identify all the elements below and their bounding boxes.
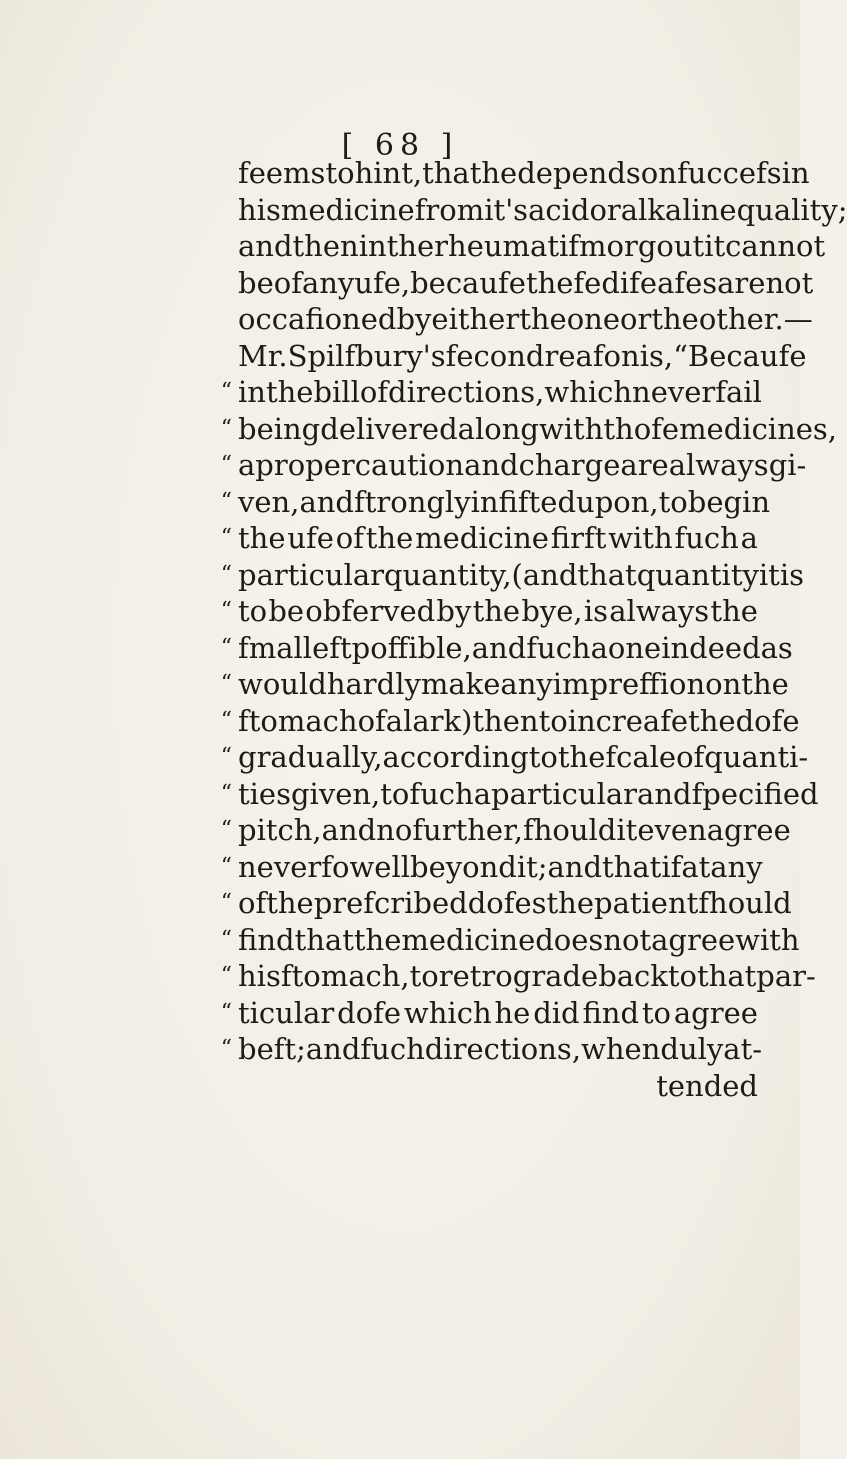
quote-mark: “ bbox=[220, 926, 232, 952]
word: of bbox=[359, 375, 389, 409]
text-line bbox=[220, 557, 804, 594]
word: the bbox=[546, 886, 595, 920]
text-line bbox=[220, 703, 800, 740]
word: it bbox=[616, 813, 638, 847]
word: does bbox=[535, 922, 604, 957]
text-line bbox=[238, 155, 810, 192]
word: with bbox=[538, 411, 604, 446]
text-line bbox=[238, 192, 847, 229]
word: at bbox=[681, 849, 711, 884]
text-line bbox=[220, 812, 791, 849]
word: fo bbox=[321, 849, 350, 884]
word: of bbox=[238, 886, 267, 920]
word: a bbox=[590, 630, 608, 665]
word: Becaufe bbox=[687, 338, 807, 373]
word: fail bbox=[715, 375, 762, 409]
word: patient bbox=[594, 886, 699, 920]
word: to bbox=[409, 959, 439, 993]
quote-mark: “ bbox=[220, 999, 232, 1025]
quote-mark: “ bbox=[220, 707, 232, 733]
word: begin bbox=[687, 484, 770, 519]
word: fuch bbox=[409, 776, 474, 811]
word: becaufe bbox=[410, 265, 526, 300]
word: further, bbox=[412, 813, 523, 847]
word: reafon bbox=[544, 338, 640, 373]
word: is bbox=[583, 594, 609, 628]
word: it bbox=[704, 229, 726, 263]
word: by bbox=[396, 302, 432, 336]
text-line bbox=[220, 958, 816, 995]
text-line bbox=[238, 228, 826, 265]
word: firft bbox=[550, 521, 607, 555]
word: his bbox=[238, 959, 281, 993]
word: ftomach bbox=[238, 703, 358, 738]
word: tended bbox=[656, 1068, 758, 1103]
quote-mark: “ bbox=[220, 890, 232, 915]
word: fhould bbox=[698, 886, 792, 920]
word: any bbox=[301, 265, 355, 300]
quote-mark: “ bbox=[220, 415, 232, 441]
word: any bbox=[710, 849, 763, 884]
word: a bbox=[238, 448, 256, 482]
word: the bbox=[688, 703, 736, 738]
word: the bbox=[386, 229, 435, 263]
quote-mark: “ bbox=[220, 561, 232, 587]
word: the bbox=[472, 594, 521, 628]
word: of bbox=[273, 265, 302, 300]
word: and bbox=[321, 813, 377, 847]
word: beyond bbox=[410, 849, 517, 884]
word: not bbox=[603, 922, 652, 957]
word: indeed bbox=[661, 630, 761, 665]
word: hint, bbox=[354, 156, 423, 190]
word: (and bbox=[511, 557, 578, 592]
word: dofe bbox=[735, 703, 800, 738]
word: the bbox=[741, 667, 789, 701]
word: his bbox=[238, 192, 281, 227]
word: ven, bbox=[238, 484, 300, 519]
word: find bbox=[238, 922, 295, 957]
word: hardly bbox=[326, 667, 421, 701]
word: a bbox=[473, 776, 492, 811]
word: impreffion bbox=[552, 667, 706, 701]
text-line bbox=[220, 484, 770, 521]
word: particular bbox=[491, 776, 638, 811]
word: to bbox=[538, 703, 568, 738]
word: difeafes bbox=[601, 265, 718, 300]
word: depends bbox=[517, 156, 641, 190]
text-line bbox=[220, 922, 800, 959]
quote-mark: “ bbox=[220, 744, 232, 769]
word: to bbox=[641, 995, 672, 1030]
word: thefe bbox=[525, 265, 602, 300]
word: fuccefs bbox=[676, 156, 782, 190]
word: ftomach, bbox=[280, 959, 410, 993]
word: increafe bbox=[567, 703, 689, 738]
word: with bbox=[608, 521, 673, 555]
word: pitch, bbox=[238, 813, 322, 847]
word: and bbox=[238, 229, 293, 263]
word: lark) bbox=[403, 703, 473, 738]
body-text bbox=[220, 155, 847, 1104]
word: or bbox=[606, 229, 638, 263]
quote-mark: “ bbox=[220, 379, 232, 404]
word: the bbox=[266, 886, 314, 920]
word: to bbox=[667, 959, 697, 993]
word: then bbox=[292, 229, 359, 263]
word: alkaline bbox=[620, 192, 737, 227]
word: always bbox=[609, 594, 710, 628]
word: and bbox=[637, 776, 692, 811]
word: the bbox=[265, 375, 314, 409]
word: feems bbox=[238, 156, 326, 190]
text-line bbox=[238, 301, 813, 338]
quote-mark: “ bbox=[220, 963, 232, 988]
word: and bbox=[299, 484, 354, 519]
word: charge bbox=[518, 448, 621, 482]
quote-mark: “ bbox=[220, 853, 232, 879]
text-line bbox=[220, 593, 758, 630]
word: caution bbox=[354, 448, 465, 482]
word: quality; bbox=[736, 192, 847, 227]
word: which bbox=[544, 375, 633, 409]
word: ftrongly bbox=[353, 484, 471, 519]
word: medicine bbox=[280, 192, 415, 227]
word: agree bbox=[651, 922, 736, 957]
word: from bbox=[414, 192, 485, 227]
word: it bbox=[758, 557, 780, 592]
text-line bbox=[220, 411, 838, 448]
word: are bbox=[620, 448, 669, 482]
word: fuch bbox=[526, 630, 591, 665]
word: on bbox=[705, 667, 742, 701]
word: ticular bbox=[238, 995, 335, 1030]
text-line bbox=[220, 1031, 763, 1068]
word: any bbox=[500, 667, 553, 701]
word: fuch bbox=[360, 1032, 425, 1066]
word: to bbox=[658, 484, 688, 519]
word: gout bbox=[637, 229, 705, 263]
text-line bbox=[238, 265, 814, 302]
word: never bbox=[238, 849, 322, 884]
text-line bbox=[220, 739, 809, 776]
word: delivered bbox=[320, 411, 458, 446]
word: or bbox=[589, 192, 621, 227]
word: medicine bbox=[401, 922, 536, 957]
word: the bbox=[710, 594, 758, 628]
word: not bbox=[765, 265, 814, 300]
word: ufe bbox=[287, 521, 334, 555]
word: the bbox=[557, 740, 606, 774]
word: particular bbox=[238, 557, 384, 592]
word: that bbox=[697, 959, 757, 993]
word: when bbox=[581, 1032, 661, 1066]
word: fcale bbox=[605, 740, 677, 774]
word: bye, bbox=[521, 594, 583, 628]
word: as bbox=[760, 630, 793, 665]
word: of bbox=[676, 740, 705, 774]
word: agree bbox=[706, 813, 791, 847]
word: he bbox=[481, 156, 518, 190]
word: directions, bbox=[424, 1032, 582, 1066]
word: infifted bbox=[470, 484, 577, 519]
word: medicines, bbox=[679, 411, 838, 446]
word: did bbox=[533, 995, 580, 1030]
word: is bbox=[779, 557, 804, 592]
word: prefcribed bbox=[313, 886, 468, 920]
quote-mark: “ bbox=[220, 634, 232, 660]
word: par- bbox=[756, 959, 816, 993]
word: duly bbox=[660, 1032, 724, 1066]
word: always bbox=[668, 448, 769, 482]
word: gradually, bbox=[238, 740, 383, 774]
word: bill bbox=[313, 375, 360, 409]
word: proper bbox=[255, 448, 355, 482]
word: retrograde bbox=[438, 959, 599, 993]
word: to bbox=[238, 594, 268, 628]
word: to bbox=[325, 156, 355, 190]
word: be bbox=[268, 594, 305, 628]
word: medicine bbox=[415, 521, 549, 555]
word: the bbox=[651, 302, 699, 336]
word: that bbox=[294, 922, 354, 957]
word: cannot bbox=[725, 229, 826, 263]
word: and bbox=[547, 849, 603, 884]
word: at- bbox=[723, 1032, 763, 1066]
word: are bbox=[717, 265, 766, 300]
word: by bbox=[436, 594, 472, 628]
word: according bbox=[382, 740, 529, 774]
word: no bbox=[376, 813, 413, 847]
word: fmalleft bbox=[238, 630, 352, 665]
word: and bbox=[305, 1032, 361, 1066]
word: obferved bbox=[305, 594, 436, 628]
word: or bbox=[620, 302, 652, 336]
word: back bbox=[598, 959, 668, 993]
word: occafioned bbox=[238, 302, 397, 336]
text-line bbox=[220, 630, 793, 667]
quote-mark: “ bbox=[220, 1036, 232, 1061]
word: quantity bbox=[636, 557, 759, 592]
quote-mark: “ bbox=[220, 598, 232, 623]
word: it's bbox=[484, 192, 529, 227]
word: a bbox=[740, 521, 758, 555]
word: directions, bbox=[388, 375, 545, 409]
word: to bbox=[380, 776, 410, 811]
text-line bbox=[220, 520, 758, 557]
quote-mark: “ bbox=[220, 452, 232, 477]
word: even bbox=[637, 813, 707, 847]
word: Mr. bbox=[238, 338, 288, 373]
word: beft; bbox=[238, 1032, 306, 1066]
word: find bbox=[582, 995, 640, 1030]
word: to bbox=[528, 740, 558, 774]
word: it; bbox=[516, 849, 548, 884]
text-line bbox=[220, 995, 758, 1032]
word: on bbox=[640, 156, 677, 190]
word: well bbox=[349, 849, 410, 884]
text-line bbox=[220, 666, 789, 703]
word: is, bbox=[639, 338, 674, 373]
word: of bbox=[357, 703, 386, 738]
word: that bbox=[602, 849, 662, 884]
word: which bbox=[403, 995, 492, 1030]
text-line bbox=[220, 374, 762, 411]
text-line bbox=[220, 776, 819, 813]
word: rheumatifm bbox=[434, 229, 607, 263]
word: either bbox=[431, 302, 520, 336]
word: “ bbox=[673, 338, 688, 373]
word: along bbox=[457, 411, 539, 446]
word: the bbox=[238, 521, 286, 555]
word: in bbox=[238, 375, 266, 409]
word: that bbox=[422, 156, 482, 190]
word: with bbox=[735, 922, 800, 957]
word: he bbox=[494, 995, 531, 1030]
word: one bbox=[566, 302, 621, 336]
word: the bbox=[365, 521, 414, 555]
word: in bbox=[781, 156, 810, 190]
word: other.— bbox=[698, 302, 813, 336]
word: the bbox=[519, 302, 567, 336]
word: Spilfbury's bbox=[287, 338, 446, 373]
text-line bbox=[220, 849, 763, 886]
quote-mark: “ bbox=[220, 817, 232, 842]
word: quanti- bbox=[704, 740, 809, 774]
word: ufe, bbox=[354, 265, 411, 300]
word: would bbox=[238, 667, 327, 701]
word: that bbox=[577, 557, 637, 592]
word: given, bbox=[290, 776, 381, 811]
word: make bbox=[420, 667, 501, 701]
word: one bbox=[607, 630, 662, 665]
word: dofes bbox=[467, 886, 547, 920]
word: gi- bbox=[768, 448, 807, 482]
word: fuch bbox=[674, 521, 739, 555]
word: in bbox=[358, 229, 387, 263]
word: and bbox=[471, 630, 527, 665]
word: if bbox=[661, 849, 682, 884]
quote-mark: “ bbox=[220, 671, 232, 696]
word: poffible, bbox=[351, 630, 472, 665]
text-line bbox=[220, 447, 807, 484]
word: dofe bbox=[337, 995, 402, 1030]
quote-mark: “ bbox=[220, 525, 232, 550]
word: then bbox=[472, 703, 539, 738]
word: be bbox=[238, 265, 274, 300]
text-line bbox=[238, 338, 807, 375]
word: never bbox=[632, 375, 716, 409]
word: fecond bbox=[445, 338, 545, 373]
word: the bbox=[353, 922, 402, 957]
word: and bbox=[464, 448, 519, 482]
word: being bbox=[238, 411, 321, 446]
word: quantity, bbox=[384, 557, 512, 592]
word: thofe bbox=[603, 411, 680, 446]
word: acid bbox=[528, 192, 590, 227]
word: a bbox=[385, 703, 404, 738]
word: agree bbox=[673, 995, 758, 1030]
word: ties bbox=[238, 776, 291, 811]
page-number: [ 68 ] bbox=[341, 128, 459, 163]
text-line bbox=[238, 1068, 758, 1105]
word: of bbox=[335, 521, 364, 555]
quote-mark: “ bbox=[220, 780, 232, 806]
word: upon, bbox=[576, 484, 659, 519]
quote-mark: “ bbox=[220, 488, 232, 514]
word: fpecified bbox=[691, 776, 819, 811]
text-line bbox=[220, 885, 792, 922]
word: fhould bbox=[522, 813, 617, 847]
